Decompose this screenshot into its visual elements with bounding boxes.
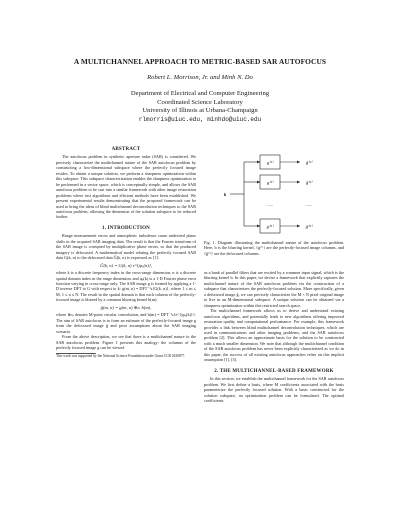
output-label-2: g̃⁽²⁾ [306, 180, 312, 185]
abstract-text: The autofocus problem in synthetic aperture radar (SAR) is considered. We precisely characterize the multichannel nature of the SAR autofocus problem by constructing a low-dimensional subspace where the perfectly focused image resides. To obtain a unique solution, we perform a sharpness optimization within this subspace. This subspace characterization enables the sharpness optimization to be performed in a vector space, which is conceptually simple, and allows the SAR autofocus problem to be cast into a similar framework with other image restoration problems where fast algorithms and efficient methods have been established. We present experimental results demonstrating that the proposed framework can be used to bring the ideas of blind multichannel deconvolution techniques to the SAR autofocus problem, allowing the dimension of the solution subspace to be reduced further. [56, 154, 196, 220]
channel-label-1: g⁽¹⁾ [267, 160, 273, 165]
right-paragraph-1: as a bank of parallel filters that are excited by a common input signal, which is the blurring kernel b. In this paper, we devise a framework that explicitly captures the multichannel nature of the SAR autofocus problem via the construction of a subspace that characterizes the perfectly-focused solution. More specifically, given a defocused image g̃, we can precisely characterize the M × N pixel original image to live in an M-dimensional subspace. A unique solution can be obtained via a sharpness optimization within this restricted search space. [204, 270, 344, 308]
channel-ellipsis: ...... [266, 202, 274, 207]
intro-heading: 1. INTRODUCTION [101, 225, 150, 231]
right-column [204, 270, 344, 403]
lab: Coordinated Science Laboratory [157, 98, 243, 106]
figure-1-caption: Fig. 1. Diagram illustrating the multichannel nature of the autofocus problem. Here, b is the blurring kernel, {g⁽ⁱ⁾} are the perfectly-focused image columns, and {g̃⁽ⁱ⁾} are the defocused columns. [204, 240, 344, 256]
affiliation-block [0, 90, 400, 124]
intro-paragraph-1: Range measurement errors and atmospheric turbulence cause undesired phase shifts in the acquired SAR imaging data. The result is that the Fourier transform of the SAR image is corrupted by multiplicative phase errors, so that the produced imagery is defocused. A mathematical model relating the perfectly focused SAR data G(k, n) to the defocused data G̃(k, n) is expressed as [1]: [56, 233, 196, 261]
footnote: This work was supported by the National Science Foundation under Grant CCR 0430877. [56, 354, 186, 359]
equation-1: G̃(k, n) = G(k, n) e^{jφₑ(n)}, [100, 262, 152, 268]
channel-label-2: g⁽²⁾ [267, 180, 273, 185]
paper-title: A MULTICHANNEL APPROACH TO METRIC-BASED SAR AUTOFOCUS [73, 57, 327, 66]
university: University of Illinois at Urbana-Champaign [142, 107, 258, 114]
output-label-n: g̃⁽ᴺ⁾ [305, 224, 313, 229]
section-2-paragraph: In this section, we establish the multichannel framework for the SAR autofocus problem. We first define a basis, where M coefficients associated with the basis parameterize the perfectly focused solution. With a basis constructed for the solution subspace, an optimization problem can be formulated. The optimal coefficients [204, 376, 344, 403]
author-emails: rlmorris@uiuc.edu, minhdo@uiuc.edu [138, 115, 262, 123]
equation-2: g̃(m, n) = g(m, n) ⊛ₘ b(m), [100, 304, 152, 310]
section-2-heading: 2. THE MULTICHANNEL-BASED FRAMEWORK [214, 368, 334, 374]
left-column [56, 147, 196, 359]
intro-paragraph-2: where k is a discrete frequency index in the cross-range dimension, n is a discrete spatial domain index in the range dimension, and φₑ(k) is a 1-D Fourier phase error function varying in cross-range only. The SAR image g is formed by applying a 1-D inverse DFT to G with respect to k: g(m, n) = DFT⁻¹ₖ{G(k, n)}, where 1 ≤ m ≤ M, 1 ≤ n ≤ N. The result in the spatial domain is that each column of the perfectly-focused image is blurred by a common blurring kernel b(m): [56, 270, 196, 303]
figure-1-diagram [204, 146, 346, 236]
input-label: b [223, 192, 227, 197]
output-label-1: g̃⁽¹⁾ [306, 160, 312, 165]
paper-authors: Robert L. Morrison, Jr. and Minh N. Do [147, 74, 253, 81]
right-paragraph-2: The multichannel framework allows us to derive and understand existing autofocus algorithms, and potentially leads to new algorithms offering improved restoration quality and computational performance. For example, this framework provides a link between blind multichannel deconvolution techniques, which are used in communications and other imaging problems, and the SAR autofocus problem [2]. This allows an approximate basis for the solution to be constructed with a much smaller dimension. We note that although the multichannel condition of the SAR autofocus problem has never been explicitly characterized as we do in this paper, the success of all existing autofocus approaches relies on this implicit assumption [1], [3]. [204, 308, 344, 363]
abstract-heading: ABSTRACT [111, 147, 141, 152]
intro-paragraph-4: From the above description, we see that there is a multichannel nature to the SAR autofocus problem. Figure 1 presents this analogy: the columns of the perfectly focused image g can be viewed [56, 334, 196, 350]
department: Department of Electrical and Computer Engineering [130, 90, 270, 97]
intro-paragraph-3: where ⊛ₘ denotes M-point circular convolution, and b(m) = DFT⁻¹ₖ{e^{jφₑ(k)}}. The aim of SAR autofocus is to form an estimate of the perfectly-focused image g from the defocused image g̃ and prior assumptions about the SAR imaging scenario. [56, 312, 196, 334]
output-ellipsis: ...... [305, 202, 313, 207]
channel-label-n: g⁽ᴺ⁾ [266, 224, 274, 229]
